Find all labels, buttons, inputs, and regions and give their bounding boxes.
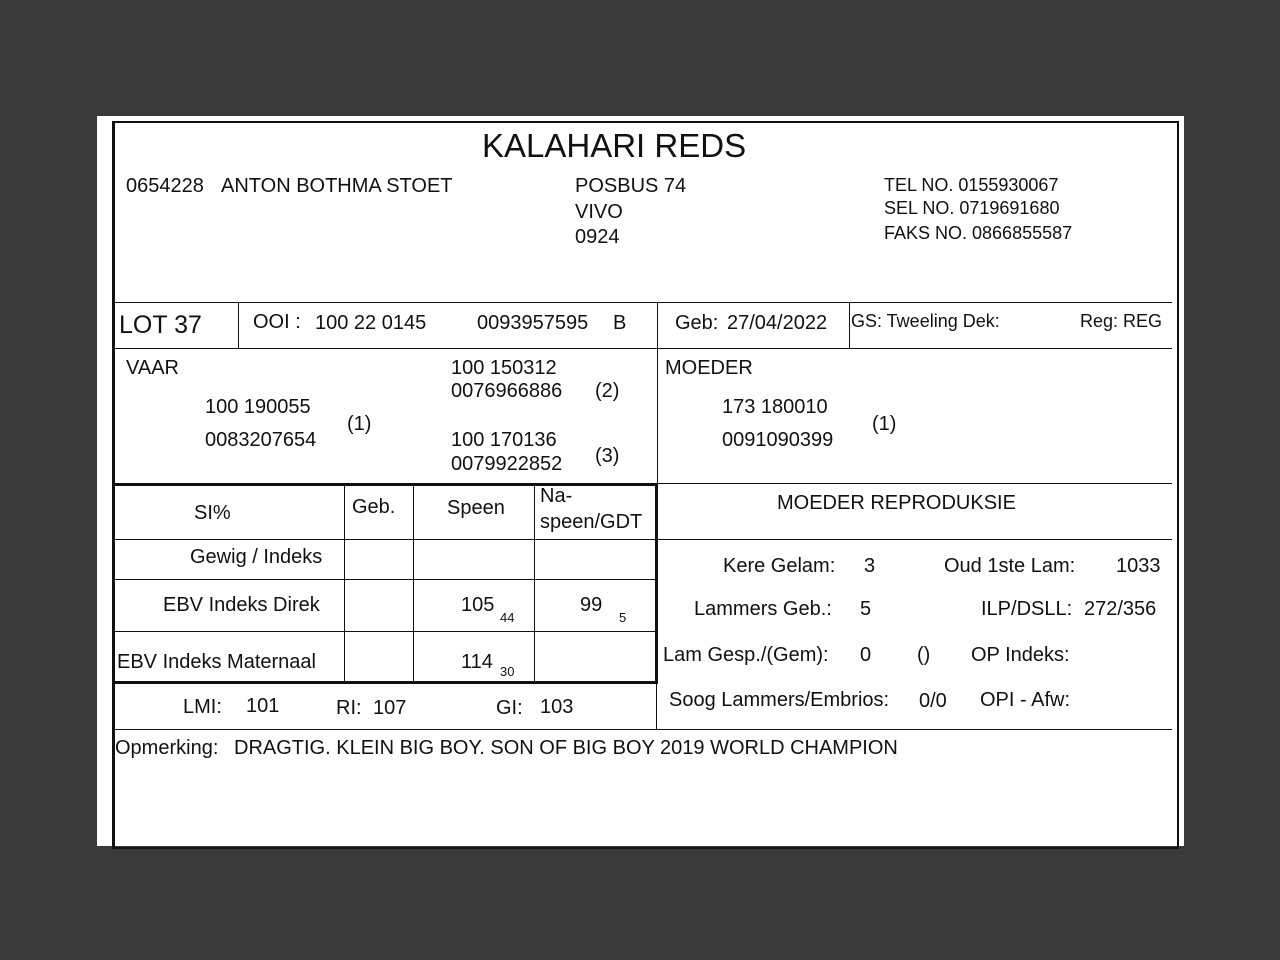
- divider: [114, 539, 1172, 540]
- tel-number: TEL NO. 0155930067: [884, 175, 1059, 195]
- ri-label: RI:: [336, 697, 362, 719]
- remark-text: DRAGTIG. KLEIN BIG BOY. SON OF BIG BOY 2019 WORLD CHAMPION: [234, 737, 898, 759]
- divider: [413, 485, 414, 682]
- divider: [114, 631, 658, 632]
- divider: [655, 485, 658, 682]
- address-line-1: POSBUS 74: [575, 175, 687, 197]
- opi-label: OPI - Afw:: [980, 689, 1071, 711]
- header-geb: Geb.: [352, 496, 396, 518]
- gi-value: 103: [540, 696, 574, 718]
- header-si: SI%: [194, 502, 231, 524]
- kere-gelam-label: Kere Gelam:: [723, 555, 836, 577]
- address-line-3: 0924: [575, 226, 620, 248]
- kere-gelam-value: 3: [864, 555, 876, 577]
- lammers-label: Lammers Geb.:: [694, 598, 832, 620]
- sire-mark: (1): [347, 413, 372, 435]
- address-line-2: VIVO: [575, 201, 623, 223]
- oud-label: Oud 1ste Lam:: [944, 555, 1076, 577]
- breeder-code: 0654228: [126, 175, 204, 197]
- divider: [114, 729, 1172, 730]
- dam-mark: (1): [872, 413, 897, 435]
- lammers-value: 5: [860, 598, 872, 620]
- grandsire-mark: (2): [595, 380, 620, 402]
- lmi-label: LMI:: [183, 696, 222, 718]
- birth-date: 27/04/2022: [727, 312, 828, 334]
- row-label-gewig: Gewig / Indeks: [190, 546, 323, 568]
- soog-value: 0/0: [919, 690, 947, 712]
- direk-naspeen: 99: [580, 594, 603, 616]
- reproduction-title: MOEDER REPRODUKSIE: [777, 492, 1016, 514]
- lot-number: LOT 37: [119, 311, 202, 339]
- ooi-grade: B: [613, 312, 627, 334]
- divider: [114, 681, 658, 684]
- maternaal-speen-sub: 30: [500, 664, 515, 679]
- divider: [849, 302, 850, 349]
- divider: [657, 302, 658, 484]
- row-label-maternaal: EBV Indeks Maternaal: [117, 651, 316, 673]
- ilp-label: ILP/DSLL:: [981, 598, 1073, 620]
- granddam-id: 0079922852: [451, 453, 563, 475]
- granddam-mark: (3): [595, 445, 620, 467]
- divider: [344, 485, 345, 682]
- dam-id: 0091090399: [722, 429, 834, 451]
- divider: [114, 302, 1172, 303]
- ilp-value: 272/356: [1084, 598, 1157, 620]
- remark-label: Opmerking:: [115, 737, 219, 759]
- divider: [534, 485, 535, 682]
- granddam-number: 100 170136: [451, 429, 557, 451]
- divider: [657, 483, 1172, 484]
- divider: [114, 579, 658, 580]
- header-speen: Speen: [447, 497, 505, 519]
- birth-label: Geb:: [675, 312, 719, 334]
- ooi-number: 100 22 0145: [315, 312, 427, 334]
- gs-field: GS: Tweeling Dek:: [851, 311, 1000, 331]
- reg-field: Reg: REG: [1080, 311, 1163, 331]
- maternaal-speen: 114: [461, 651, 493, 673]
- fax-number: FAKS NO. 0866855587: [884, 223, 1073, 243]
- gi-label: GI:: [496, 697, 523, 719]
- sire-id: 0083207654: [205, 429, 317, 451]
- cell-number: SEL NO. 0719691680: [884, 198, 1060, 218]
- lam-gesp-value: 0: [860, 644, 872, 666]
- divider: [238, 302, 239, 349]
- divider: [114, 348, 1172, 349]
- direk-speen: 105: [461, 594, 495, 616]
- grandsire-id: 0076966886: [451, 380, 563, 402]
- lam-gesp-gem: (): [917, 644, 931, 666]
- ooi-id: 0093957595: [477, 312, 589, 334]
- lam-gesp-label: Lam Gesp./(Gem):: [663, 644, 829, 666]
- header-naspeen-1: Na-: [540, 485, 573, 507]
- row-label-direk: EBV Indeks Direk: [163, 594, 320, 616]
- op-indeks-label: OP Indeks:: [971, 644, 1070, 666]
- sire-number: 100 190055: [205, 396, 311, 418]
- sire-label: VAAR: [126, 357, 179, 379]
- card-title: KALAHARI REDS: [482, 127, 747, 164]
- ri-value: 107: [373, 697, 407, 719]
- breeder-name: ANTON BOTHMA STOET: [221, 175, 453, 197]
- soog-label: Soog Lammers/Embrios:: [669, 689, 890, 711]
- dam-label: MOEDER: [665, 357, 753, 379]
- grandsire-number: 100 150312: [451, 357, 557, 379]
- dam-number: 173 180010: [722, 396, 828, 418]
- header-naspeen-2: speen/GDT: [540, 511, 643, 533]
- divider: [114, 483, 658, 486]
- oud-value: 1033: [1116, 555, 1161, 577]
- direk-naspeen-sub: 5: [619, 610, 627, 625]
- lmi-value: 101: [246, 695, 280, 717]
- ooi-label: OOI :: [253, 311, 301, 333]
- divider: [656, 682, 657, 730]
- direk-speen-sub: 44: [500, 610, 515, 625]
